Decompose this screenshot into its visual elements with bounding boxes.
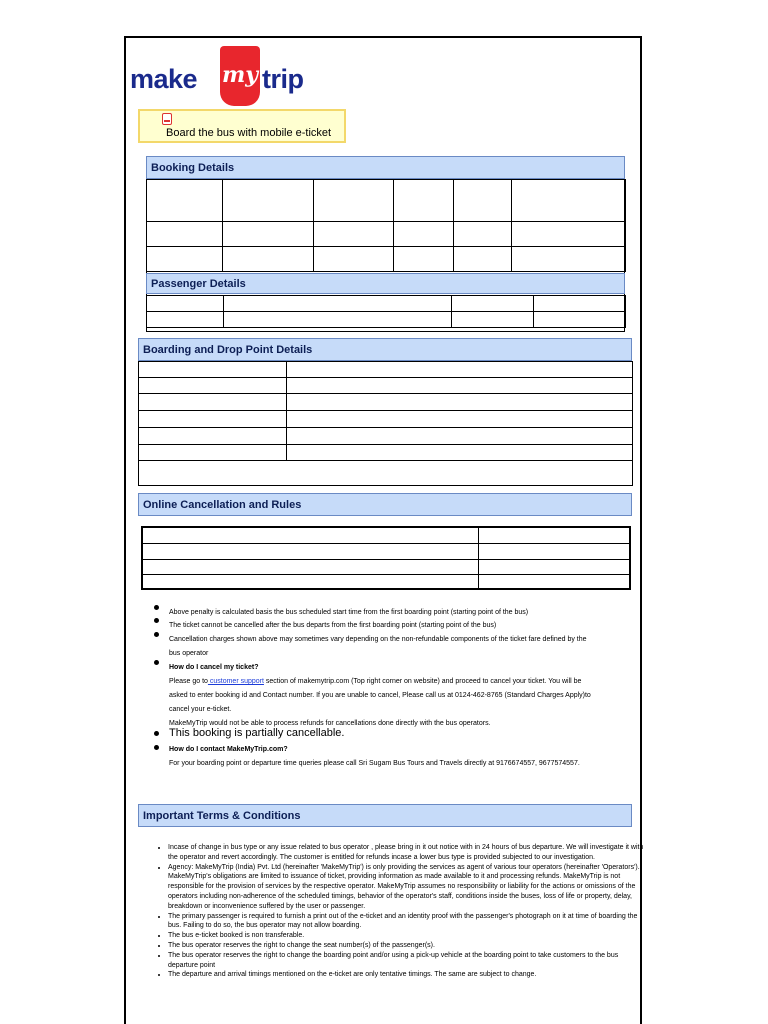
term-item: • The bus operator reserves the right to change the boarding point and/or using a pick-up vehicle at the boarding point to take customers to the bus departure point: [168, 951, 646, 971]
bullet: [154, 605, 159, 610]
bullet: [154, 731, 159, 736]
rule-no-cancel-after-depart: The ticket cannot be cancelled after the bus departs from the first boarding point (starting point of the bus): [169, 622, 497, 629]
rule-charges-vary-cont: bus operator: [169, 650, 209, 657]
mobile-phone-icon: [162, 113, 172, 125]
terms-list: [154, 843, 646, 980]
partially-cancellable-note: This booking is partially cancellable.: [169, 727, 345, 739]
faq-cancel-answer-pre: Please go to: [169, 678, 208, 685]
faq-cancel-answer: [169, 675, 581, 688]
mobile-ticket-text: Board the bus with mobile e-ticket: [166, 127, 332, 139]
logo-trip: trip: [262, 64, 304, 94]
passenger-details-table: [146, 295, 626, 328]
faq-contact-answer: For your boarding point or departure time queries please call Sri Sugam Bus Tours and Travels directly at 9176674557, 9677574557.: [169, 760, 580, 767]
passenger-details-header: Passenger Details: [146, 273, 625, 294]
bullet: [154, 618, 159, 623]
term-item: • The departure and arrival timings mentioned on the e-ticket are only tentative timings. The same are subject to change.: [168, 970, 646, 980]
bullet: [154, 745, 159, 750]
mobile-ticket-banner: [138, 109, 346, 143]
faq-cancel-answer-4: MakeMyTrip would not be able to process refunds for cancellations done directly with the bus operators.: [169, 720, 491, 727]
term-item: • The bus operator reserves the right to change the seat number(s) of the passenger(s).: [168, 941, 646, 951]
cancellation-header: Online Cancellation and Rules: [138, 493, 632, 516]
rule-charges-vary: Cancellation charges shown above may sometimes vary depending on the non-refundable components of the ticket fare defined by the: [169, 636, 587, 643]
logo-my-badge: my: [220, 46, 260, 106]
term-item: • Incase of change in bus type or any issue related to bus operator , please bring in it out notice with in 24 hours of bus departure. We will investigate it with the operator and revert accordingly. The customer is entitled for refunds incase a lower bus type is provided subjected to our investigation.: [168, 843, 646, 863]
bullet: [154, 632, 159, 637]
boarding-details-header: Boarding and Drop Point Details: [138, 338, 632, 361]
faq-cancel-answer-post: section of makemytrip.com (Top right corner on website) and proceed to cancel your ticket. You will be: [263, 678, 582, 685]
faq-contact-question: How do I contact MakeMyTrip.com?: [169, 746, 288, 753]
customer-support-link[interactable]: customer support: [207, 678, 264, 685]
boarding-details-table: [138, 361, 633, 486]
booking-details-header: Booking Details: [146, 156, 625, 179]
terms-header: Important Terms & Conditions: [138, 804, 632, 827]
faq-cancel-question: How do I cancel my ticket?: [169, 664, 259, 671]
term-item: • The bus e-ticket booked is non transferable.: [168, 931, 646, 941]
faq-cancel-answer-2: asked to enter booking id and Contact number. If you are unable to cancel, Please call us at 0124-462-8765 (Standard Charges Apply)to: [169, 692, 591, 699]
term-item: • Agency: MakeMyTrip (India) Pvt. Ltd (hereinafter 'MakeMyTrip') is only providing the services as agent of various tour operators (hereinafter 'Operators'). MakeMyTrip's obligations are limited to issuance of ticket, providing information as made available to it and processing refunds. MakeMyTrip is not responsible for the provision of services by the respective operator. MakeMyTrip assumes no responsibility or liability for the actions or omissions of the operators including non-adherence of the scheduled timings, behavior of the operator's staff, conditions inside the buses, loss of life or property, delay, breakdown or inconvenience suffered by the user or passenger.: [168, 863, 646, 912]
bullet: [154, 660, 159, 665]
rule-penalty: Above penalty is calculated basis the bus scheduled start time from the first boarding point (starting point of the bus): [169, 609, 529, 616]
booking-details-table: [146, 179, 626, 272]
logo-make: make: [130, 64, 198, 94]
faq-cancel-answer-3: cancel your e-ticket.: [169, 706, 232, 713]
cancellation-table: [141, 526, 631, 590]
term-item: • The primary passenger is required to furnish a print out of the e-ticket and an identity proof with the passenger's photograph on it at time of boarding the bus. Failing to do so, the bus operator may not allow boarding.: [168, 912, 646, 932]
eticket-page: [124, 36, 642, 1024]
